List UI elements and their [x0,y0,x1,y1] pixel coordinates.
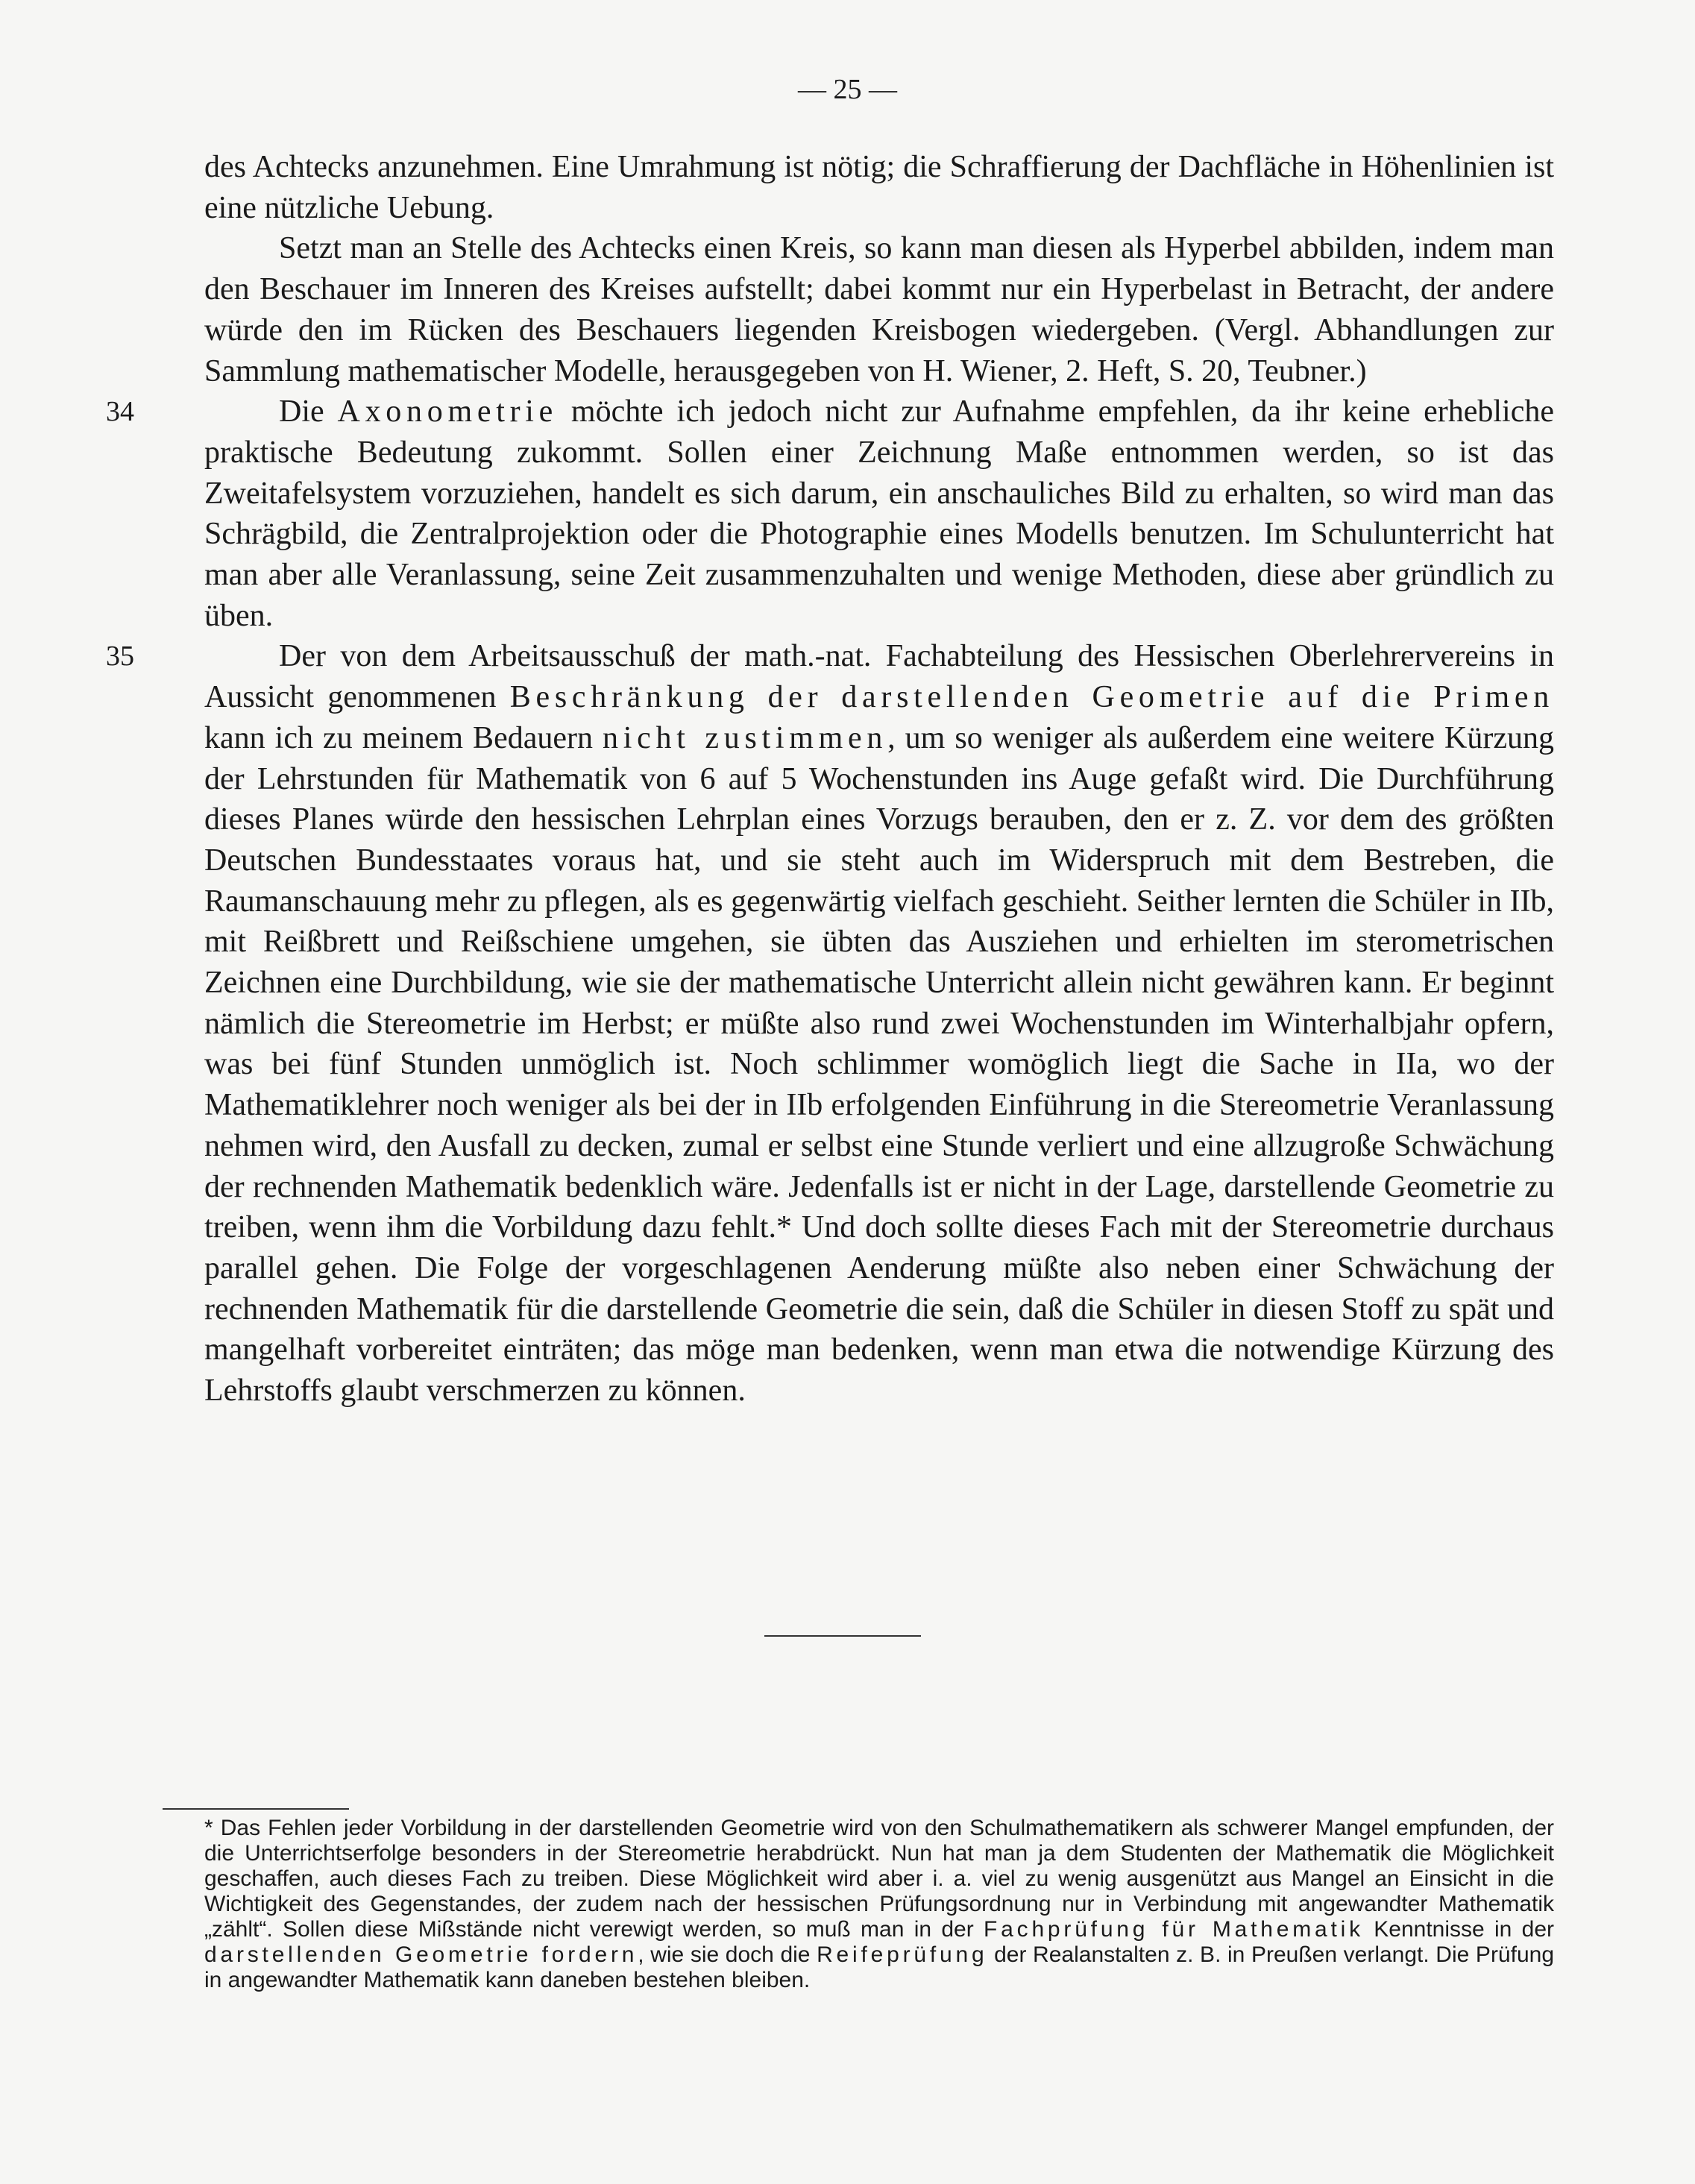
footnote-part3: , wie sie doch die [638,1942,817,1967]
footnote-part4: der Realanstalten z. B. in Preußen verlangt. Die Prüfung in angewandter Mathematik kann daneben bestehen bleiben. [204,1942,1555,1992]
paragraph-2: Setzt man an Stelle des Achtecks einen Kreis, so kann man diesen als Hyperbel abbilden, indem man den Beschauer im Inneren des Kreises aufstellt; dabei kommt nur ein Hyperbelast in Betracht, der andere würde den im Rücken des Beschauers liegenden Kreisbogen wiedergeben. (Vergl. Abhandlungen zur Sammlung mathematischer Modelle, herausgegeben von H. Wiener, 2. Heft, S. 20, Teubner.) [204,231,1554,388]
paragraph-4-part2: kann ich zu meinem Bedauern [204,720,603,755]
spaced-term-beschraenkung: Beschränkung der darstellenden Geometrie auf die Primen [509,680,1554,715]
paragraph-3-rest: möchte ich jedoch nicht zur Aufnahme empfehlen, da ihr keine erhebliche praktische Bedeutung zukommt. Sollen einer Zeichnung Maße entnommen werden, so ist das Zweitafelsystem vorzuziehen, handelt es sich darum, ein anschauliches Bild zu erhalten, so wird man das Schrägbild, die Zentralprojektion oder die Photographie eines Modells benutzen. Im Schulunterricht hat man aber alle Veranlassung, seine Zeit zusammenzuhalten und wenige Methoden, diese aber gründlich zu üben. [204,394,1554,633]
paragraph-4-part1: Der von dem Arbeitsausschuß der math.-nat. Fachabteilung des Hessischen Oberlehrervereins in Aussicht genommenen [204,639,1554,715]
footnote-divider [163,1808,349,1810]
footnote [204,1816,1554,1993]
main-text [106,147,1554,1412]
section-divider [764,1635,921,1637]
spaced-term-darstellende-geometrie: darstellenden Geometrie fordern [204,1942,638,1967]
footnote-paragraph [204,1816,1554,1993]
margin-number-34: 34 [106,396,134,428]
footnote-part1: * Das Fehlen jeder Vorbildung in der darstellenden Geometrie wird von den Schulmathematikern als schwerer Mangel empfunden, der die Unterrichtserfolge besonders in der Stereometrie herabdrückt. Nun hat man ja dem Studenten der Mathematik die Möglichkeit geschaffen, auch dieses Fach zu treiben. Diese Möglichkeit wird aber i. a. viel zu wenig ausgenützt aus Mangel an Einsicht in die Wichtigkeit des Gegenstandes, der zudem nach der hessischen Prüfungsordnung nur in Verbindung mit angewandter Mathematik „zählt“. Sollen diese Mißstände nicht verewigt werden, so muß man in der [204,1816,1554,1942]
paragraph-4 [106,636,1554,1411]
spaced-term-nicht-zustimmen: nicht zustimmen [603,720,888,755]
spaced-term-axonometrie: Axonometrie [337,394,559,429]
page-number: — 25 — [798,74,897,105]
spaced-term-fachpruefung: Fachprüfung für Mathematik [984,1917,1364,1942]
paragraph-3 [106,391,1554,636]
paragraph-4-part3: , um so weniger als außerdem eine weitere Kürzung der Lehrstunden für Mathematik von 6 auf 5 Wochenstunden ins Auge gefaßt wird. Die Durchführung dieses Planes würde den hessischen Lehrplan eines Vorzugs berauben, den er z. Z. vor dem des größten Deutschen Bundesstaates voraus hat, und sie steht auch im Widerspruch mit dem Bestreben, die Raumanschauung mehr zu pflegen, als es gegenwärtig vielfach geschieht. Seither lernten die Schüler in IIb, mit Reißbrett und Reißschiene umgehen, sie übten das Ausziehen und erhielten im sterometrischen Zeichnen eine Durchbildung, wie sie der mathematische Unterricht allein nicht gewähren kann. Er beginnt nämlich die Stereometrie im Herbst; er müßte also rund zwei Wochenstunden im Winterhalbjahr opfern, was bei fünf Stunden unmöglich ist. Noch schlimmer womöglich liegt die Sache in IIa, wo der Mathematiklehrer noch weniger als bei der in IIb erfolgenden Einführung in die Stereometrie Veranlassung nehmen wird, den Ausfall zu decken, zumal er selbst eine Stunde verliert und eine allzugroße Schwächung der rechnenden Mathematik bedenklich wäre. Jedenfalls ist er nicht in der Lage, darstellende Geometrie zu treiben, wenn ihm die Vorbildung dazu fehlt.* Und doch sollte dieses Fach mit der Stereometrie durchaus parallel gehen. Die Folge der vorgeschlagenen Aenderung müßte also neben einer Schwächung der rechnenden Mathematik für die darstellende Geometrie die sein, daß die Schüler in diesen Stoff zu spät und mangelhaft vorbereitet einträten; das möge man bedenken, wenn man etwa die notwendige Kürzung des Lehrstoffs glaubt verschmerzen zu können. [204,720,1554,1409]
paragraph-1: des Achtecks anzunehmen. Eine Umrahmung ist nötig; die Schraffierung der Dachfläche in Höhenlinien ist eine nützliche Uebung. [204,150,1554,225]
footnote-part2: Kenntnisse in der [1363,1917,1554,1942]
margin-number-35: 35 [106,641,134,673]
paragraph-3-lead: Die [279,394,338,429]
spaced-term-reifepruefung: Reifeprüfung [817,1942,988,1967]
